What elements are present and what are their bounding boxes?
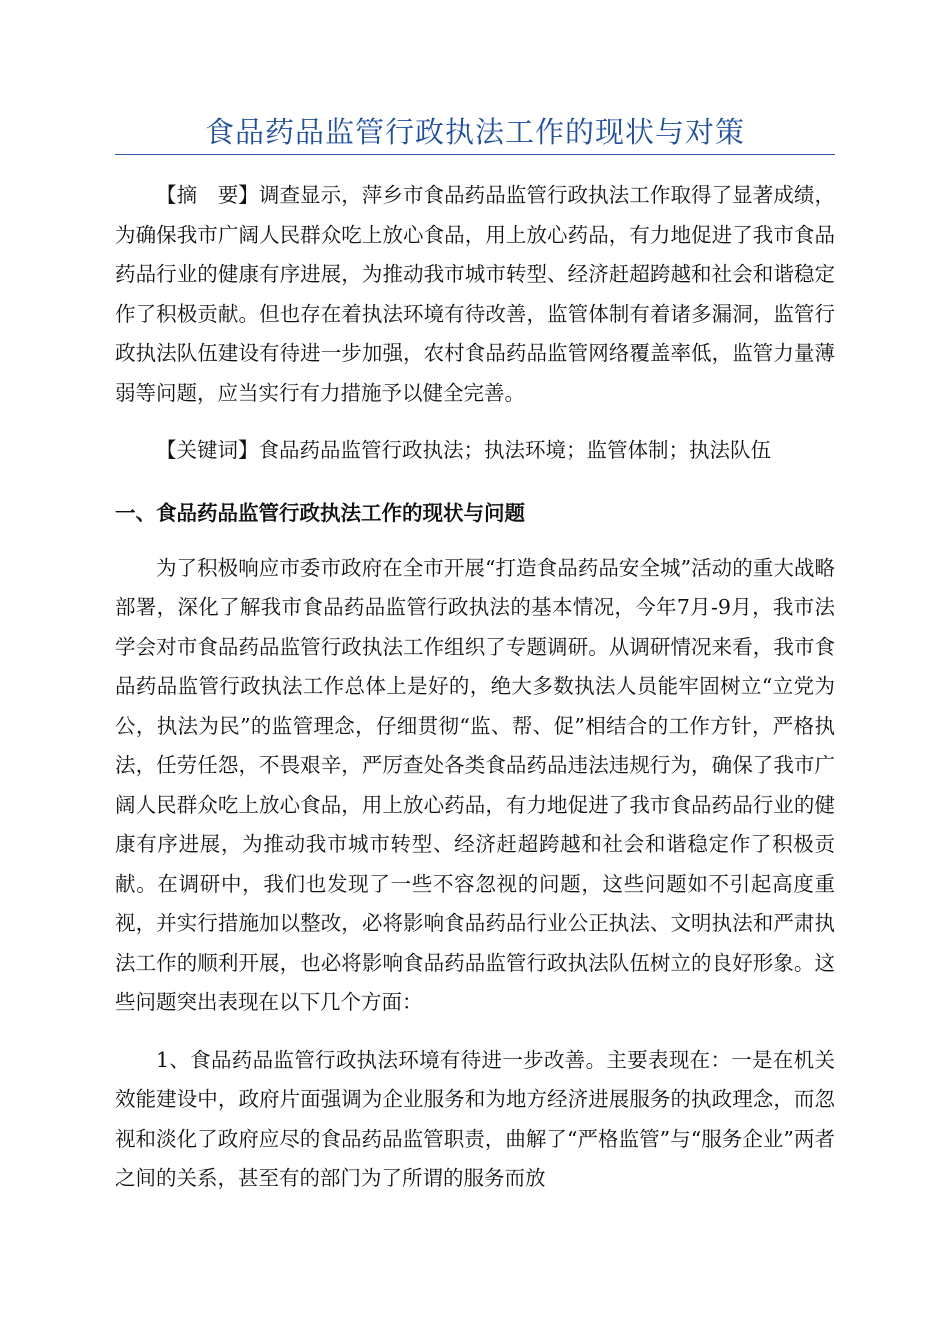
- abstract-paragraph: 【摘 要】调查显示，萍乡市食品药品监管行政执法工作取得了显著成绩，为确保我市广阔人民群众吃上放心食品，用上放心药品，有力地促进了我市食品药品行业的健康有序进展，为推动我市城市转型、经济赶超跨越和社会和谐稳定作了积极贡献。但也存在着执法环境有待改善，监管体制有着诸多漏洞，监管行政执法队伍建设有待进一步加强，农村食品药品监管网络覆盖率低，监管力量薄弱等问题，应当实行有力措施予以健全完善。: [115, 183, 835, 405]
- document-title: 食品药品监管行政执法工作的现状与对策: [204, 115, 745, 149]
- keywords-paragraph: 【关键词】食品药品监管行政执法；执法环境；监管体制；执法队伍: [156, 438, 771, 462]
- document-body: [115, 176, 835, 1199]
- body-paragraph: 为了积极响应市委市政府在全市开展“打造食品药品安全城”活动的重大战略部署，深化了解我市食品药品监管行政执法的基本情况，今年7月-9月，我市法学会对市食品药品监管行政执法工作组织了专题调研。从调研情况来看，我市食品药品监管行政执法工作总体上是好的，绝大多数执法人员能牢固树立“立党为公，执法为民”的监管理念，仔细贯彻“监、帮、促”相结合的工作方针，严格执法，任劳任怨，不畏艰辛，严厉查处各类食品药品违法违规行为，确保了我市广阔人民群众吃上放心食品，用上放心药品，有力地促进了我市食品药品行业的健康有序进展，为推动我市城市转型、经济赶超跨越和社会和谐稳定作了积极贡献。在调研中，我们也发现了一些不容忽视的问题，这些问题如不引起高度重视，并实行措施加以整改，必将影响食品药品行业公正执法、文明执法和严肃执法工作的顺利开展，也必将影响食品药品监管行政执法队伍树立的良好形象。这些问题突出表现在以下几个方面：: [115, 555, 835, 1014]
- body-paragraph: 1、食品药品监管行政执法环境有待进一步改善。主要表现在：一是在机关效能建设中，政府片面强调为企业服务和为地方经济进展服务的执政理念，而忽视和淡化了政府应尽的食品药品监管职责，曲解了“严格监管”与“服务企业”两者之间的关系，甚至有的部门为了所谓的服务而放: [115, 1047, 835, 1190]
- section-heading: 一、食品药品监管行政执法工作的现状与问题: [115, 500, 525, 525]
- title-underline: [115, 154, 835, 155]
